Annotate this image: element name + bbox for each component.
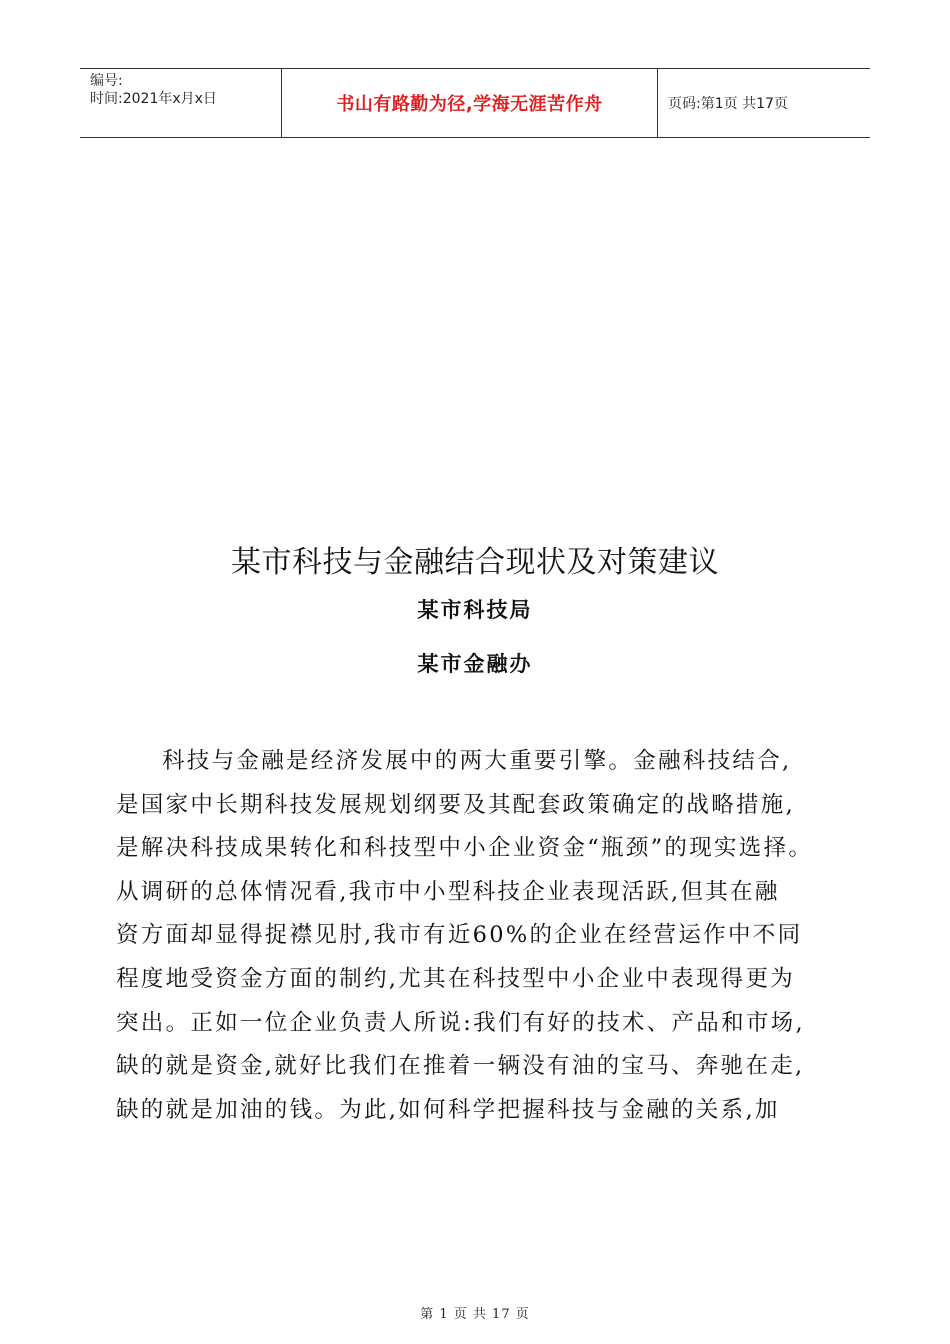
paragraph-line: 缺的就是资金,就好比我们在推着一辆没有油的宝马、奔驰在走, bbox=[116, 1053, 805, 1080]
paragraph-line: 资方面却显得捉襟见肘,我市有近60%的企业在经营运作中不同 bbox=[116, 922, 803, 949]
paragraph-line: 从调研的总体情况看,我市中小型科技企业表现活跃,但其在融 bbox=[116, 878, 780, 905]
motto-text: 书山有路勤为径,学海无涯苦作舟 bbox=[336, 94, 603, 115]
header-page-cell bbox=[658, 69, 870, 137]
author-2: 某市金融办 bbox=[417, 652, 533, 676]
document-title: 某市科技与金融结合现状及对策建议 bbox=[231, 545, 719, 580]
paragraph-line: 缺的就是加油的钱。为此,如何科学把握科技与金融的关系,加 bbox=[116, 1096, 780, 1123]
body-paragraph bbox=[116, 740, 876, 1132]
number-label: 编号: bbox=[90, 73, 123, 89]
author-1: 某市科技局 bbox=[417, 598, 533, 622]
paragraph-line: 突出。正如一位企业负责人所说:我们有好的技术、产品和市场, bbox=[116, 1009, 805, 1036]
paragraph-line: 是解决科技成果转化和科技型中小企业资金“瓶颈”的现实选择。 bbox=[116, 835, 814, 862]
paragraph-line: 程度地受资金方面的制约,尤其在科技型中小企业中表现得更为 bbox=[116, 965, 796, 992]
header-table bbox=[80, 68, 870, 138]
page-footer: 第 1 页 共 17 页 bbox=[420, 1307, 530, 1322]
header-motto-cell bbox=[282, 69, 658, 137]
page-info: 页码:第1页 共17页 bbox=[668, 96, 788, 112]
header-meta-cell bbox=[80, 69, 282, 137]
paragraph-line: 科技与金融是经济发展中的两大重要引擎。金融科技结合, bbox=[162, 748, 792, 774]
date-label: 时间:2021年x月x日 bbox=[90, 91, 217, 107]
paragraph-line: 是国家中长期科技发展规划纲要及其配套政策确定的战略措施, bbox=[116, 791, 796, 818]
